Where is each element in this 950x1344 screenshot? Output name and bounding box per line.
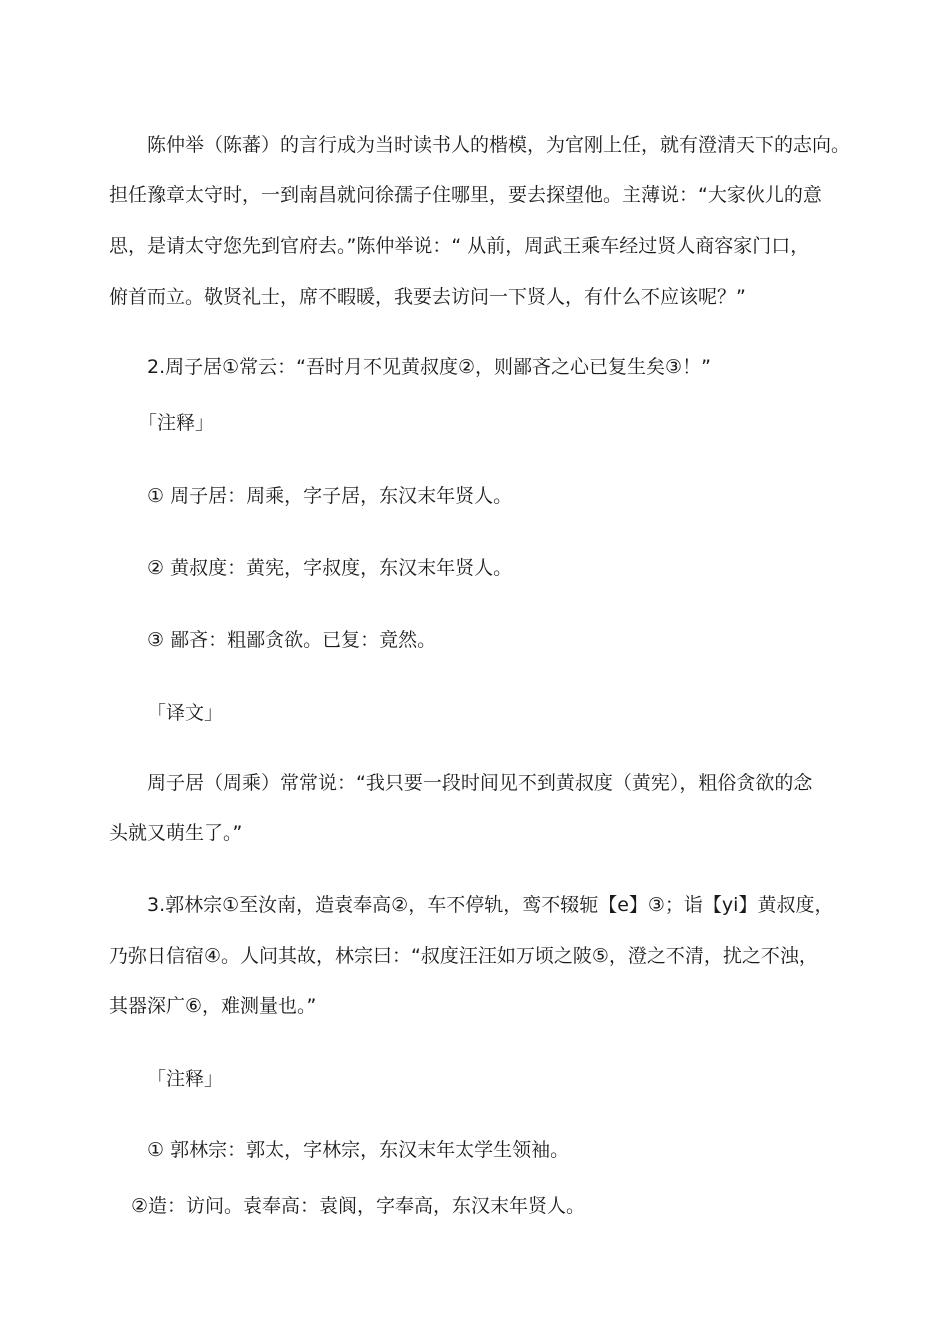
notes-heading: 「注释」: [147, 1068, 224, 1090]
note-item: ③ 鄙吝：粗鄙贪欲。已复：竟然。: [147, 629, 437, 651]
translation-line: 周子居（周乘）常常说：“我只要一段时间见不到黄叔度（黄宪），粗俗贪欲的念: [147, 772, 813, 794]
section-original-text: 2.周子居①常云：“吾时月不见黄叔度②，则鄙吝之心已复生矣③！”: [147, 356, 711, 378]
section-original-text: 其器深广⑥，难测量也。”: [109, 995, 317, 1017]
section-original-text: 3.郭林宗①至汝南，造袁奉高②，车不停轨，鸾不辍轭【e】③；诣【yi】黄叔度，: [147, 894, 834, 916]
paragraph-line: 思，是请太守您先到官府去。”陈仲举说：“ 从前，周武王乘车经过贤人商容家门口，: [109, 235, 810, 257]
note-item: ① 郭林宗：郭太，字林宗，东汉末年太学生领袖。: [147, 1139, 570, 1161]
section-original-text: 乃弥日信宿④。人问其故，林宗曰：“叔度汪汪如万顷之陂⑤，澄之不清，扰之不浊，: [109, 945, 818, 967]
notes-heading: 「注释」: [138, 412, 215, 434]
paragraph-line: 担任豫章太守时，一到南昌就问徐孺子住哪里，要去探望他。主薄说：“大家伙儿的意: [109, 184, 822, 206]
note-item: ② 黄叔度：黄宪，字叔度，东汉末年贤人。: [147, 557, 513, 579]
paragraph-line: 俯首而立。敬贤礼士，席不暇暖，我要去访问一下贤人，有什么不应该呢？”: [109, 286, 746, 308]
note-item: ① 周子居：周乘，字子居，东汉末年贤人。: [147, 485, 513, 507]
note-item: ②造：访问。袁奉高：袁阆，字奉高，东汉末年贤人。: [131, 1195, 586, 1217]
translation-heading: 「译文」: [147, 702, 224, 724]
paragraph-line: 陈仲举（陈蕃）的言行成为当时读书人的楷模，为官刚上任，就有澄清天下的志向。: [147, 134, 851, 156]
translation-line: 头就又萌生了。”: [109, 822, 243, 844]
